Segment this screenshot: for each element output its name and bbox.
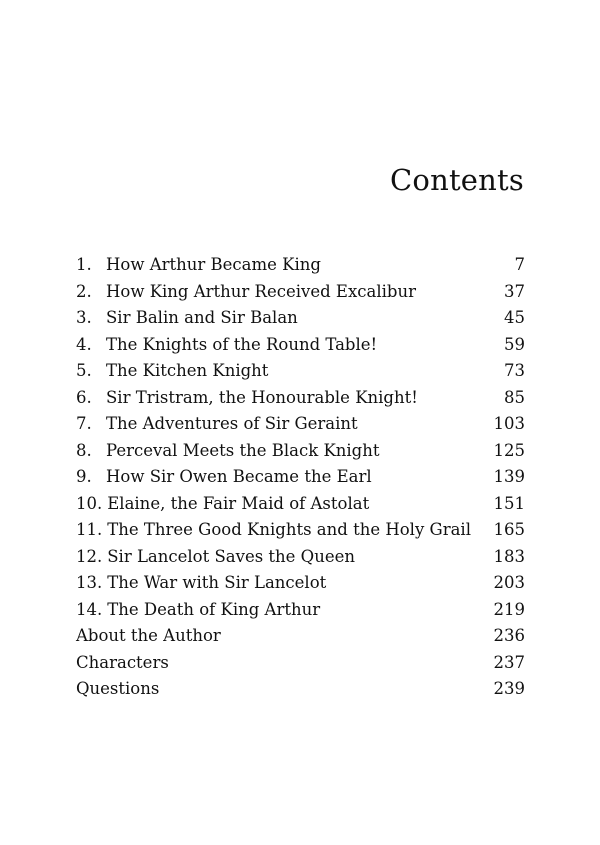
toc-entry-number: 10. bbox=[76, 493, 103, 513]
toc-entry-number: 7. bbox=[76, 414, 92, 433]
table-of-contents bbox=[76, 252, 525, 703]
toc-entry-page-number: 139 bbox=[493, 467, 525, 486]
toc-entry-number: 14. bbox=[76, 599, 103, 619]
toc-entry-page-number: 125 bbox=[493, 440, 525, 460]
toc-entry-title: The Knights of the Round Table! bbox=[106, 334, 378, 354]
toc-entry-title: The Death of King Arthur bbox=[107, 599, 321, 619]
toc-entry bbox=[76, 279, 525, 306]
toc-entry-title: How Sir Owen Became the Earl bbox=[106, 467, 372, 486]
toc-entry-number: 9. bbox=[76, 467, 92, 486]
toc-entry-title: How King Arthur Received Excalibur bbox=[106, 281, 416, 301]
toc-entry bbox=[76, 544, 525, 571]
toc-entry-page-number: 151 bbox=[493, 493, 525, 513]
toc-entry-title: Sir Tristram, the Honourable Knight! bbox=[106, 387, 418, 407]
toc-entry bbox=[76, 517, 525, 544]
toc-entry bbox=[76, 491, 525, 518]
toc-entry-title: How Arthur Became King bbox=[106, 255, 321, 274]
toc-entry bbox=[76, 464, 525, 491]
toc-entry-title: Perceval Meets the Black Knight bbox=[106, 440, 380, 460]
toc-entry-page-number: 203 bbox=[493, 573, 525, 592]
toc-entry bbox=[76, 305, 525, 332]
toc-entry-page-number: 85 bbox=[504, 387, 525, 407]
toc-entry-page-number: 59 bbox=[504, 334, 525, 354]
toc-entry-title: Sir Lancelot Saves the Queen bbox=[107, 546, 355, 566]
toc-entry-title: The War with Sir Lancelot bbox=[107, 573, 327, 592]
toc-entry-page-number: 7 bbox=[514, 255, 525, 274]
toc-entry bbox=[76, 570, 525, 597]
toc-entry-number: 11. bbox=[76, 520, 103, 539]
toc-entry-page-number: 236 bbox=[493, 626, 525, 645]
toc-entry-title: Characters bbox=[76, 652, 169, 672]
toc-entry-number: 13. bbox=[76, 573, 103, 592]
toc-entry-title: The Adventures of Sir Geraint bbox=[106, 414, 358, 433]
toc-entry bbox=[76, 332, 525, 359]
page-title: Contents bbox=[390, 163, 524, 197]
toc-entry-page-number: 103 bbox=[493, 414, 525, 433]
toc-entry bbox=[76, 676, 525, 703]
toc-entry bbox=[76, 597, 525, 624]
toc-entry-number: 6. bbox=[76, 387, 92, 407]
toc-entry-number: 12. bbox=[76, 546, 103, 566]
toc-entry-number: 5. bbox=[76, 361, 92, 380]
toc-entry-number: 4. bbox=[76, 334, 92, 354]
toc-entry bbox=[76, 385, 525, 412]
toc-entry-page-number: 45 bbox=[504, 308, 525, 327]
toc-entry-page-number: 37 bbox=[504, 281, 525, 301]
toc-entry-page-number: 73 bbox=[504, 361, 525, 380]
toc-entry-number: 3. bbox=[76, 308, 92, 327]
toc-entry bbox=[76, 411, 525, 438]
toc-entry bbox=[76, 650, 525, 677]
toc-entry bbox=[76, 438, 525, 465]
toc-entry-number: 2. bbox=[76, 281, 92, 301]
toc-entry-page-number: 219 bbox=[493, 599, 525, 619]
toc-entry-title: Questions bbox=[76, 679, 160, 698]
toc-entry-title: The Kitchen Knight bbox=[106, 361, 269, 380]
toc-entry-page-number: 237 bbox=[493, 652, 525, 672]
toc-entry bbox=[76, 252, 525, 279]
toc-entry-title: About the Author bbox=[76, 626, 221, 645]
toc-entry-page-number: 165 bbox=[493, 520, 525, 539]
toc-entry bbox=[76, 623, 525, 650]
toc-entry-page-number: 239 bbox=[493, 679, 525, 698]
toc-entry bbox=[76, 358, 525, 385]
toc-entry-title: The Three Good Knights and the Holy Grail bbox=[107, 520, 471, 539]
toc-entry-title: Sir Balin and Sir Balan bbox=[106, 308, 298, 327]
toc-entry-number: 1. bbox=[76, 255, 92, 274]
toc-entry-title: Elaine, the Fair Maid of Astolat bbox=[107, 493, 370, 513]
toc-entry-page-number: 183 bbox=[493, 546, 525, 566]
toc-entry-number: 8. bbox=[76, 440, 92, 460]
